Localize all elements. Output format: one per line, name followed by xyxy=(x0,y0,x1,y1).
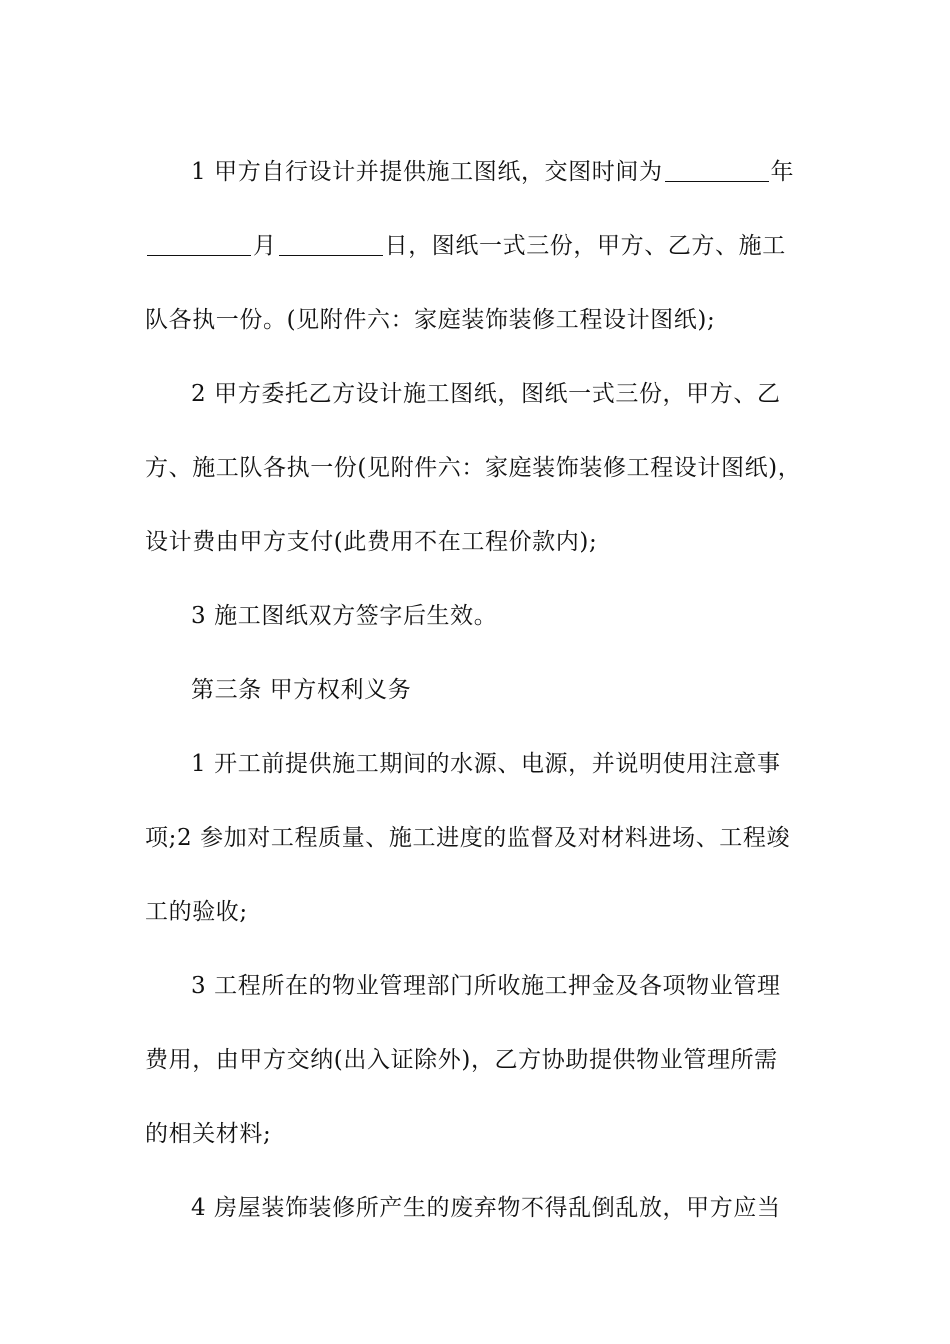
text-line xyxy=(145,283,810,357)
text-segment: 队各执一份。(见附件六：家庭装饰装修工程设计图纸); xyxy=(145,307,716,333)
fill-in-blank xyxy=(147,231,251,256)
text-segment: 的相关材料; xyxy=(145,1121,272,1147)
text-segment: 3 施工图纸双方签字后生效。 xyxy=(191,603,498,629)
text-line xyxy=(145,949,810,1023)
text-line xyxy=(145,505,810,579)
document-body xyxy=(145,135,810,1245)
paragraph xyxy=(145,949,810,1171)
paragraph xyxy=(145,579,810,653)
text-segment: 2 甲方委托乙方设计施工图纸，图纸一式三份，甲方、乙 xyxy=(191,381,781,407)
paragraph xyxy=(145,1171,810,1245)
text-segment: 项;2 参加对工程质量、施工进度的监督及对材料进场、工程竣 xyxy=(145,825,791,851)
text-segment: 工的验收; xyxy=(145,899,248,925)
text-line xyxy=(145,1023,810,1097)
text-segment: 费用，由甲方交纳(出入证除外)，乙方协助提供物业管理所需 xyxy=(145,1047,778,1073)
text-segment: 月 xyxy=(253,233,277,259)
text-line xyxy=(145,357,810,431)
text-line xyxy=(145,431,810,505)
text-segment: 4 房屋装饰装修所产生的废弃物不得乱倒乱放，甲方应当 xyxy=(191,1195,781,1221)
text-line xyxy=(145,875,810,949)
text-line xyxy=(145,801,810,875)
text-line xyxy=(145,135,810,209)
text-segment: 第三条 甲方权利义务 xyxy=(191,677,412,703)
text-segment: 设计费由甲方支付(此费用不在工程价款内); xyxy=(145,529,598,555)
fill-in-blank xyxy=(279,231,383,256)
text-line xyxy=(145,727,810,801)
paragraph xyxy=(145,653,810,727)
text-segment: 年 xyxy=(770,159,795,185)
text-line xyxy=(145,209,810,283)
paragraph xyxy=(145,727,810,949)
text-line xyxy=(145,1097,810,1171)
paragraph xyxy=(145,357,810,579)
text-segment: 日，图纸一式三份，甲方、乙方、施工 xyxy=(384,233,786,259)
text-segment: 1 开工前提供施工期间的水源、电源，并说明使用注意事 xyxy=(191,751,781,777)
text-segment: 3 工程所在的物业管理部门所收施工押金及各项物业管理 xyxy=(191,973,781,999)
paragraph xyxy=(145,135,810,357)
text-segment: 1 甲方自行设计并提供施工图纸，交图时间为 xyxy=(191,159,663,185)
text-segment: 方、施工队各执一份(见附件六：家庭装饰装修工程设计图纸)， xyxy=(145,455,802,481)
fill-in-blank xyxy=(665,157,769,182)
text-line xyxy=(145,653,810,727)
text-line xyxy=(145,579,810,653)
text-line xyxy=(145,1171,810,1245)
